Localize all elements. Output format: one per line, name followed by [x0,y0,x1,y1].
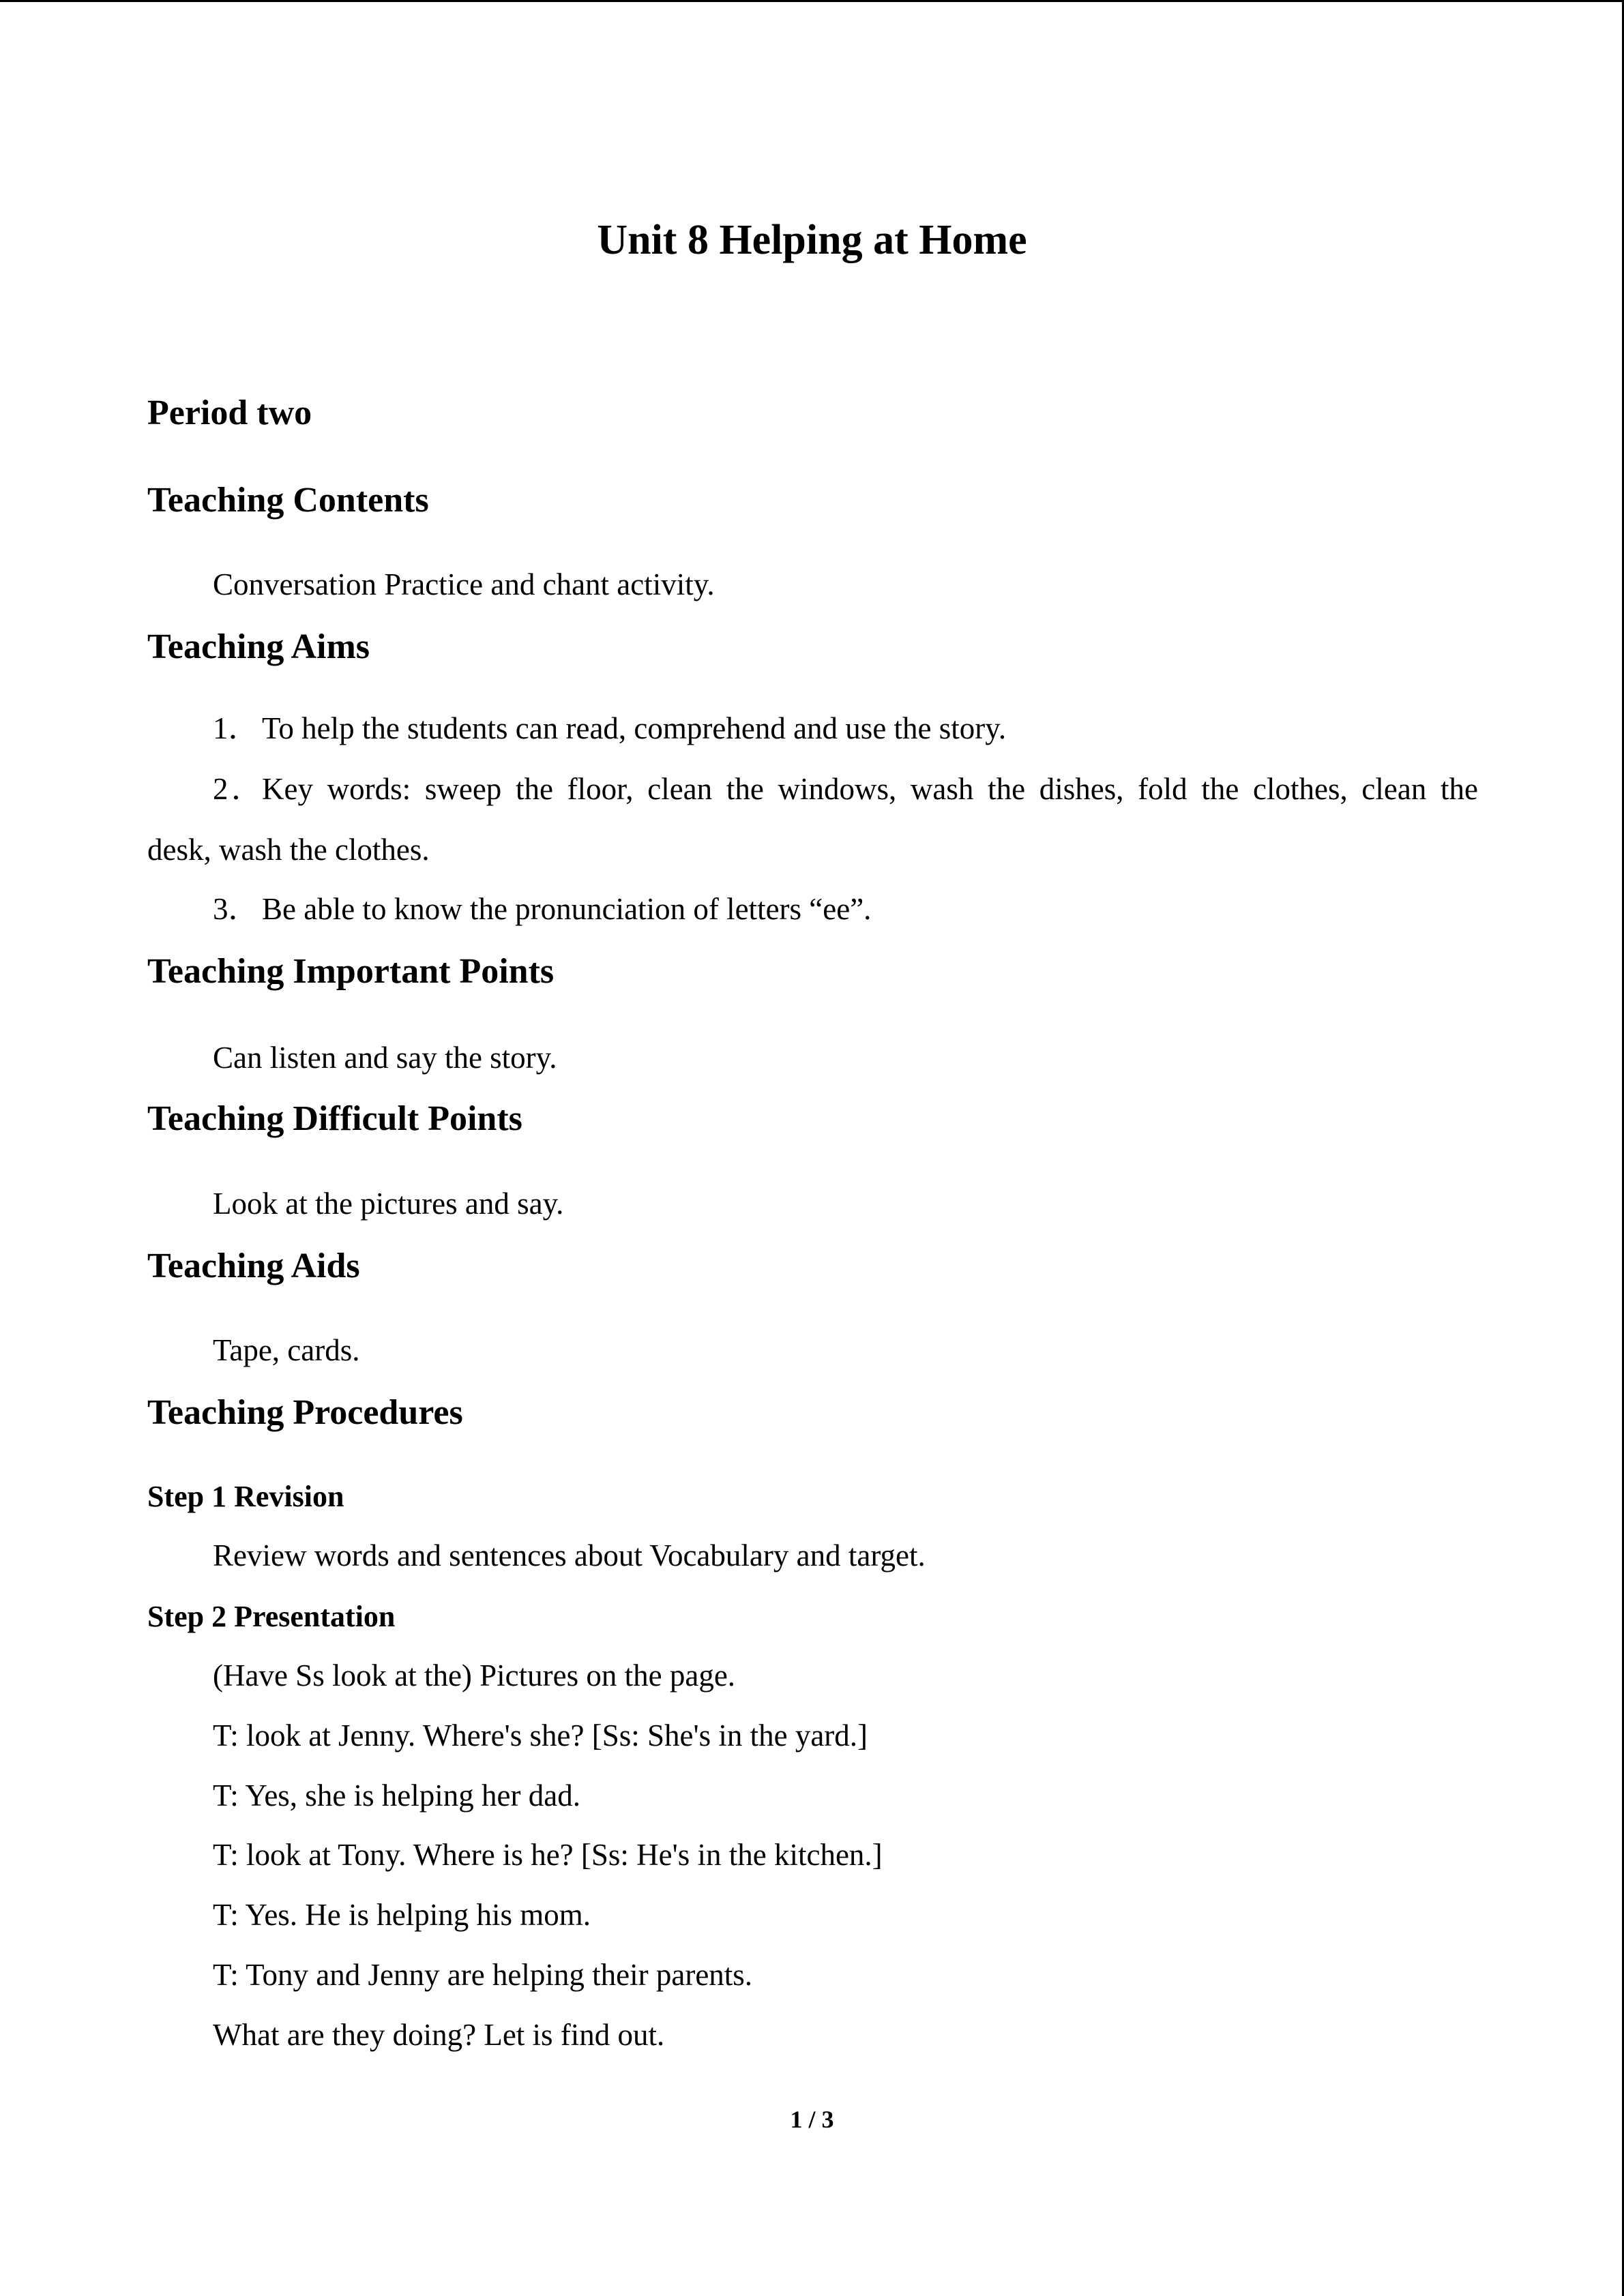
aims-item-2-number: 2． [213,772,262,806]
document-title: Unit 8 Helping at Home [597,217,1027,263]
page-border-top [0,0,1624,2]
step2-heading: Step 2 Presentation [147,1600,396,1633]
aims-item-2-continuation: desk, wash the clothes. [147,833,430,867]
aims-item-1-text: To help the students can read, comprehend and use the story. [262,711,1007,745]
aims-item-3 [213,889,871,929]
aims-item-2 [213,769,1478,809]
important-points-text: Can listen and say the story. [213,1041,557,1075]
important-points-heading: Teaching Important Points [147,952,555,991]
aims-item-3-text: Be able to know the pronunciation of letters “ee”. [262,892,872,926]
aids-text: Tape, cards. [213,1333,360,1367]
step2-line: T: Tony and Jenny are helping their parents. [213,1958,753,1992]
procedures-heading: Teaching Procedures [147,1393,463,1432]
difficult-points-text: Look at the pictures and say. [213,1187,564,1221]
step2-line: T: Yes, she is helping her dad. [213,1778,580,1813]
aids-heading: Teaching Aids [147,1247,360,1285]
step2-line: (Have Ss look at the) Pictures on the page. [213,1658,736,1693]
step2-line: T: Yes. He is helping his mom. [213,1898,591,1932]
aims-item-3-number: 3． [213,892,259,926]
step1-heading: Step 1 Revision [147,1480,344,1513]
aims-heading: Teaching Aims [147,627,370,666]
page-number: 1 / 3 [790,2106,834,2133]
step1-text: Review words and sentences about Vocabulary and target. [213,1538,926,1572]
step2-line: What are they doing? Let is find out. [213,2018,665,2052]
period-heading: Period two [147,393,312,432]
aims-item-1 [213,708,1006,749]
contents-text: Conversation Practice and chant activity. [213,567,715,601]
contents-heading: Teaching Contents [147,481,429,520]
step2-line: T: look at Tony. Where is he? [Ss: He's in the kitchen.] [213,1838,883,1872]
aims-item-1-number: 1． [213,711,259,745]
aims-item-2-text: Key words: sweep the floor, clean the windows, wash the dishes, fold the clothes, clean the [262,772,1478,806]
difficult-points-heading: Teaching Difficult Points [147,1099,522,1138]
step2-line: T: look at Jenny. Where's she? [Ss: She's in the yard.] [213,1718,868,1753]
